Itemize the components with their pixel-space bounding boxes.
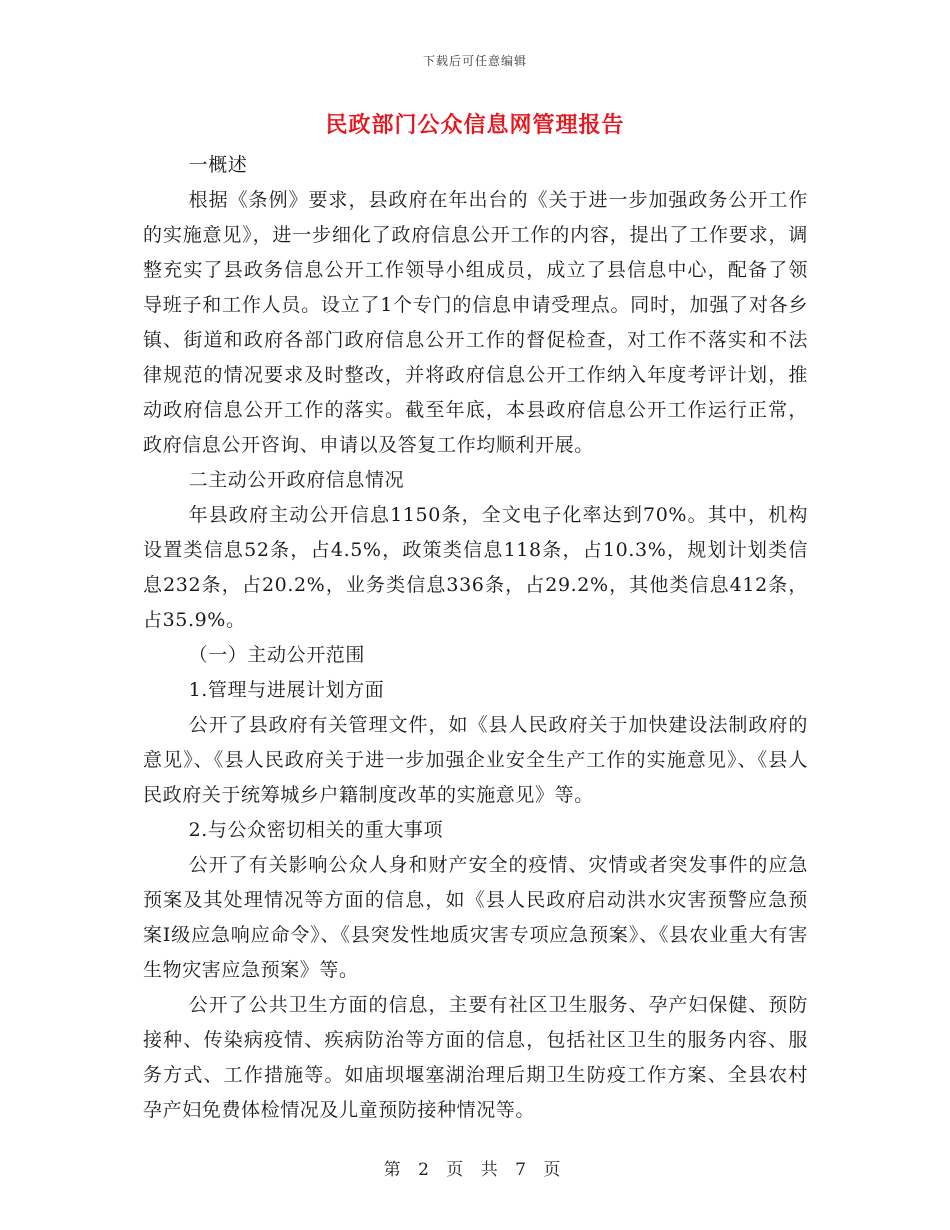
paragraph-emergency-plans: 公开了有关影响公众人身和财产安全的疫情、灾情或者突发事件的应急预案及其处理情况等方面的信息，如《县人民政府启动洪水灾害预警应急预案Ⅰ级应急响应命令》、《县突发性地质灾害专项应急预案》、《县农业重大有害生物灾害应急预案》等。 <box>143 854 808 981</box>
subheading-management-plan: 1.管理与进展计划方面 <box>188 679 385 701</box>
document-body <box>143 148 808 1128</box>
paragraph-management-files: 公开了县政府有关管理文件，如《县人民政府关于加快建设法制政府的意见》、《县人民政府关于进一步加强企业安全生产工作的实施意见》、《县人民政府关于统筹城乡户籍制度改革的实施意见》等。 <box>143 714 808 806</box>
subheading-major-matters: 2.与公众密切相关的重大事项 <box>188 819 444 841</box>
paragraph-overview: 根据《条例》要求，县政府在年出台的《关于进一步加强政务公开工作的实施意见》，进一步细化了政府信息公开工作的内容，提出了工作要求，调整充实了县政务信息公开工作领导小组成员，成立了县信息中心，配备了领导班子和工作人员。设立了1个专门的信息申请受理点。同时，加强了对各乡镇、街道和政府各部门政府信息公开工作的督促检查，对工作不落实和不法律规范的情况要求及时整改，并将政府信息公开工作纳入年度考评计划，推动政府信息公开工作的落实。截至年底，本县政府信息公开工作运行正常，政府信息公开咨询、申请以及答复工作均顺利开展。 <box>143 189 808 456</box>
document-title: 民政部门公众信息网管理报告 <box>325 112 625 138</box>
page-number: 第 2 页 共 7 页 <box>383 1160 567 1180</box>
header-note: 下载后可任意编辑 <box>422 54 527 68</box>
section-heading-overview: 一概述 <box>188 154 248 176</box>
paragraph-public-health: 公开了公共卫生方面的信息，主要有社区卫生服务、孕产妇保健、预防接种、传染病疫情、疾病防治等方面的信息，包括社区卫生的服务内容、服务方式、工作措施等。如庙坝堰塞湖治理后期卫生防疫工作方案、全县农村孕产妇免费体检情况及儿童预防接种情况等。 <box>143 994 808 1121</box>
subheading-scope: （一）主动公开范围 <box>188 644 365 666</box>
paragraph-disclosure-stats: 年县政府主动公开信息1150条，全文电子化率达到70%。其中，机构设置类信息52条，占4.5%，政策类信息118条，占10.3%，规划计划类信息232条，占20.2%，业务类信息336条，占29.2%，其他类信息412条，占35.9%。 <box>143 504 808 631</box>
section-heading-active-disclosure: 二主动公开政府信息情况 <box>188 469 405 491</box>
